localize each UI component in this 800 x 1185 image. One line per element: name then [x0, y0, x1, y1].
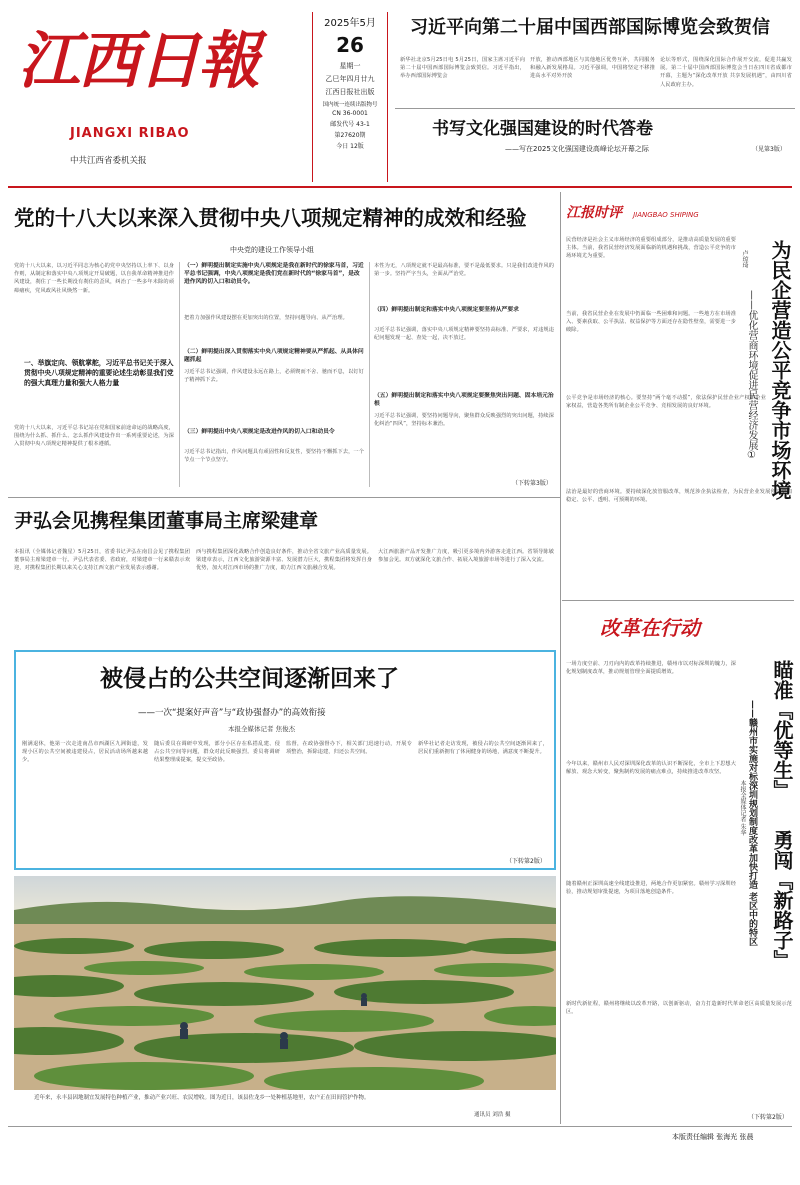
reform-text-3: 随着赣州正深圳高速全线建设推进，两地合作更加紧密。赣州学习深圳经验，推动规划审批提速，为项目落地创造条件。	[566, 881, 736, 896]
publisher: 江西日报社出版	[325, 88, 375, 96]
lead-right-b-title: （四）鲜明提出制定和落实中央八项规定要坚持从严要求	[374, 307, 519, 313]
lead-jump: （下转第3版）	[512, 480, 552, 487]
top-story-col1: 新华社北京5月25日电 5月25日，国家主席习近平向第二十届中国西部国际博览会致贺信。习近平指出，举办西部国际博览会	[400, 57, 525, 80]
date-weekday: 星期一	[339, 62, 361, 70]
lead-mid-c-text: 习近平总书记指出，作风问题具有顽固性和反复性，要坚持不懈抓下去，一个节点一个节点坚守。	[184, 449, 364, 464]
lead-section1-title: 一、举旗定向、领航掌舵，习近平总书记关于深入贯彻中央八项规定精神的重要论述生动彰显我们党的强大真理力量和强大人格力量	[24, 359, 174, 387]
reform-text-2: 今年以来，赣州市人民对深圳深化改革的认识不断深化，全市上下思想大解放、观念大转变，聚焦制约发展的痛点难点，持续推进改革攻坚。	[566, 761, 736, 776]
lead-intro: 党的十八大以来，以习近平同志为核心的党中央坚持以上率下、以身作则，从制定和落实中央八项规定开局破题，以自我革命精神推进作风建设，刹住了一些长期没有刹住的歪风，纠治了一些多年未除的顽瘴痼疾，党风政风社风焕然一新。	[14, 263, 174, 294]
lead-right-c-title: （五）鲜明提出制定和落实中央八项规定要聚焦突出问题、固本培元治根	[374, 393, 554, 408]
lead-headline: 党的十八大以来深入贯彻中央八项规定精神的成效和经验	[14, 206, 527, 230]
reform-tag	[600, 612, 740, 644]
reform-headline-2: 勇闯『新路子』	[770, 830, 794, 970]
top-story-col2: 开放，推动西部地区与其他地区优势互补，共同服务和融入新发展格局。习近平强调，中国将坚定不移推进高水平对外开放	[530, 57, 655, 80]
box-col2: 随后委员在调研中发现，部分小区存在私搭乱建、侵占公共空间等问题，群众对此反映强烈。委员将调研结果整理成提案，提交至政协。	[154, 741, 280, 764]
commentary-text-1: 民营经济是社会主义市场经济的重要组成部分，是推动高质量发展的重要主体。当前，我省民营经济发展面临新的机遇和挑战，营造公平竞争的市场环境尤为重要。	[566, 237, 736, 260]
lead-right-b-text: 习近平总书记强调，落实中央八项规定精神要坚持高标准、严要求，对违规违纪问题发现一起、查处一起，决不放过。	[374, 327, 554, 342]
commentary-headline: 为民企营造公平竞争市场环境	[768, 240, 792, 500]
second-news-col1: 本报讯（全媒体记者魏星）5月25日，省委书记尹弘在南昌会见了携程集团董事局主席梁建章一行。尹弘代表省委、省政府，对梁建章一行来赣表示欢迎，对携程集团长期以来关心支持江西文旅产业发展表示感谢。	[14, 549, 190, 572]
secondary-headline: 书写文化强国建设的时代答卷	[432, 119, 653, 139]
commentary-text-2: 当前，我省民营企业在发展中仍面临一些困难和问题。一些地方在市场准入、要素获取、公平执法、权益保护等方面还存在隐性壁垒，需要进一步破除。	[566, 311, 736, 334]
reform-text-1: 一场力度空前、刀刃向内的改革持续推进，赣州市以对标深圳的魄力，深化规划制度改革，推动规划管理全面提质增效。	[566, 661, 736, 676]
date-year-month: 2025年5月	[324, 18, 376, 29]
postal-code: 邮发代号 43-1	[330, 121, 370, 128]
lead-section1-text: 党的十八大以来，习近平总书记站在党和国家前途命运的战略高度，围绕为什么抓、抓什么、怎么抓作风建设作出一系列重要论述，为深入贯彻中央八项规定精神提供了根本遵循。	[14, 425, 174, 448]
lead-byline: 中央党的建设工作领导小组	[230, 246, 314, 254]
lead-mid-c-title: （三）鲜明提出中央八项规定是改进作风的切入口和动员令	[184, 429, 335, 435]
issue-number: 第27620期	[334, 132, 366, 139]
lead-mid-a-title: （一）鲜明提出制定实施中央八项规定是我在新时代的徐家马首，习近平总书记强调，中央八项规定是我们党在新时代的“徐家马首”，是改进作风的切入口和动员令。	[184, 263, 364, 286]
commentary-author: 卢琼琦	[741, 250, 748, 268]
secondary-jump: （见第3版）	[752, 146, 786, 153]
date-lunar: 乙巳年四月廿九	[325, 75, 375, 83]
top-story-col3: 论坛等形式，围绕深化国际合作展开交流，促进共赢发展。第二十届中国西部国际博览会当日在四川省成都市开幕，主题为“深化改革开放 共享发展机遇”，由四川省人民政府主办。	[660, 57, 792, 88]
reform-byline: 本报全媒体记者 朱华	[739, 780, 746, 836]
box-jump: （下转第2版）	[506, 858, 546, 865]
farm-photo	[14, 876, 556, 1090]
commentary-pinyin: JIANGBAO SHIPING	[633, 211, 699, 219]
box-headline: 被侵占的公共空间逐渐回来了	[100, 666, 399, 692]
commentary-logo: 江报时评	[566, 205, 622, 221]
reform-logo: 改革在行动	[600, 616, 700, 640]
commentary-tag	[566, 202, 746, 224]
second-news-headline: 尹弘会见携程集团董事局主席梁建章	[14, 510, 319, 532]
photo-credit: 通讯员 刘浩 摄	[474, 1112, 511, 1118]
masthead-logo: 江西日報	[18, 24, 259, 97]
commentary-text-4: 法治是最好的营商环境。要持续深化放管服改革，规范涉企执法检查，为民营企业发展创造更加稳定、公平、透明、可预期的环境。	[566, 489, 792, 504]
top-story-headline: 习近平向第二十届中国西部国际博览会致贺信	[410, 17, 770, 38]
second-news-col2: 西与携程集团深化战略合作创造良好条件，推动全省文旅产业高质量发展。梁建章表示，江西文化旅游资源丰富、发展潜力巨大，携程集团将发挥自身优势，加大对江西市场的推广力度，助力江西文旅融合发展。	[196, 549, 372, 572]
lead-mid-a-text: 把着力加强作风建设摆在更加突出的位置，坚持问题导向、从严治理。	[184, 315, 348, 321]
reform-subhead: ——赣州市实施对标深圳规划制度改革加快打造 老区中的特区	[747, 700, 757, 947]
reform-text-4: 新时代新征程，赣州将继续以改革开路，以创新驱动，奋力打造新时代革命老区高质量发展示范区。	[566, 1001, 792, 1016]
second-news-col3: 大江西旅游产品开发推广力度，吸引更多境内外游客走进江西。省领导陈敏参加会见。双方就深化文旅合作、拓展入境旅游市场等进行了深入交流。	[378, 549, 554, 564]
cn-number: CN 36-0001	[332, 110, 368, 117]
photo-caption: 近年来，永丰县因地制宜发展特色种植产业，推动产业兴旺、农民增收。图为近日，该县佐龙乡一处种植基地里，农户正在田间管护作物。	[34, 1095, 370, 1101]
box-col3: 监督，在政协强督办下，相关部门迅速行动，开展专项整治，拆除违建，归还公共空间。	[286, 741, 412, 756]
masthead	[10, 8, 310, 188]
reform-headline-1: 瞄准『优等生』	[770, 660, 794, 800]
box-col1: 刚满退休，他第一次走进南昌市西湖区九洲街道，发现小区的公共空间被违建侵占，居民活动场所越来越少。	[22, 741, 148, 764]
lead-mid-b-text: 习近平总书记强调，作风建设永远在路上，必须锲而不舍、驰而不息，以钉钉子精神抓下去。	[184, 369, 364, 384]
box-subhead: ——一次“提案好声音”与“政协强督办”的高效衔接	[138, 708, 326, 718]
secondary-subhead: ——写在2025文化强国建设高峰论坛开幕之际	[505, 145, 649, 153]
lead-right-c-text: 习近平总书记强调，要坚持问题导向，聚焦群众反映强烈的突出问题，持续深化纠治“四风”，坚持标本兼治。	[374, 413, 554, 428]
masthead-party: 中共江西省委机关报	[70, 156, 147, 166]
date-day: 26	[336, 33, 364, 57]
lead-right-a: 本性为无，八项规定就不是最高标准，要不是最低要求。只是我们改进作风的第一步。坚持严字当头，全面从严治党。	[374, 263, 554, 278]
reform-jump: （下转第2版）	[748, 1114, 788, 1121]
commentary-text-3: 公平竞争是市场经济的核心。要坚持“两个毫不动摇”，依法保护民营企业产权和企业家权益，营造各类所有制企业公平竞争、竞相发展的良好环境。	[566, 395, 766, 410]
date-panel	[312, 12, 388, 182]
footer-editor: 本版责任编辑 张海光 张晨	[672, 1133, 754, 1141]
lead-mid-b-title: （二）鲜明提出深入贯彻落实中央八项规定精神要从严抓起、从具体问题抓起	[184, 349, 364, 364]
commentary-subhead: ——优化营商环境促进民营经济发展①	[746, 290, 757, 461]
issn-label: 国内统一连续出版物号	[322, 102, 378, 108]
box-col4: 新华社记者走访发现，被侵占的公共空间逐渐回来了，居民们重新拥有了休闲健身的场地，满意度不断提升。	[418, 741, 548, 756]
page-count: 今日 12版	[336, 143, 364, 150]
masthead-pinyin: JIANGXI RIBAO	[70, 126, 190, 141]
box-byline: 本报全媒体记者 焦俊杰	[228, 725, 296, 733]
